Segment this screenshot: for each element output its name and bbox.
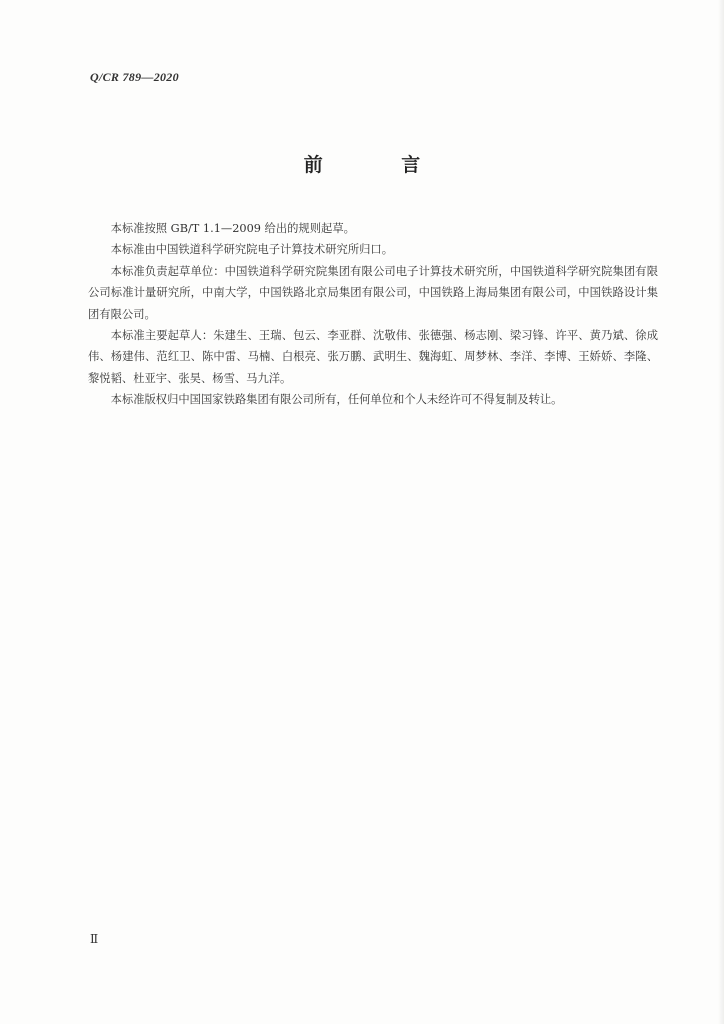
foreword-body	[88, 218, 658, 411]
paragraph-drafters: 本标准主要起草人：朱建生、王瑞、包云、李亚群、沈敬伟、张德强、杨志刚、梁习锋、许平、黄乃斌、徐成伟、杨建伟、范红卫、陈中雷、马楠、白根亮、张万鹏、武明生、魏海虹、周梦林、李洋、李博、王娇娇、李隆、黎悦韬、杜亚宇、张昊、杨雪、马九洋。	[88, 329, 658, 385]
paragraph-attribution: 本标准由中国铁道科学研究院电子计算技术研究所归口。	[110, 243, 394, 257]
paragraph-copyright: 本标准版权归中国国家铁路集团有限公司所有，任何单位和个人未经许可不得复制及转让。	[110, 393, 563, 407]
paragraph-drafting-rules: 本标准按照 GB/T 1.1—2009 给出的规则起草。	[110, 222, 355, 235]
page-title: 前 言	[303, 154, 457, 176]
document-code: Q/CR 789—2020	[90, 70, 179, 84]
paragraph-drafting-units: 本标准负责起草单位：中国铁道科学研究院集团有限公司电子计算技术研究所，中国铁道科学研究院集团有限公司标准计量研究所，中南大学，中国铁路北京局集团有限公司，中国铁路上海局集团有限公司，中国铁路设计集团有限公司。	[88, 264, 658, 321]
page-number: Ⅱ	[90, 932, 99, 946]
